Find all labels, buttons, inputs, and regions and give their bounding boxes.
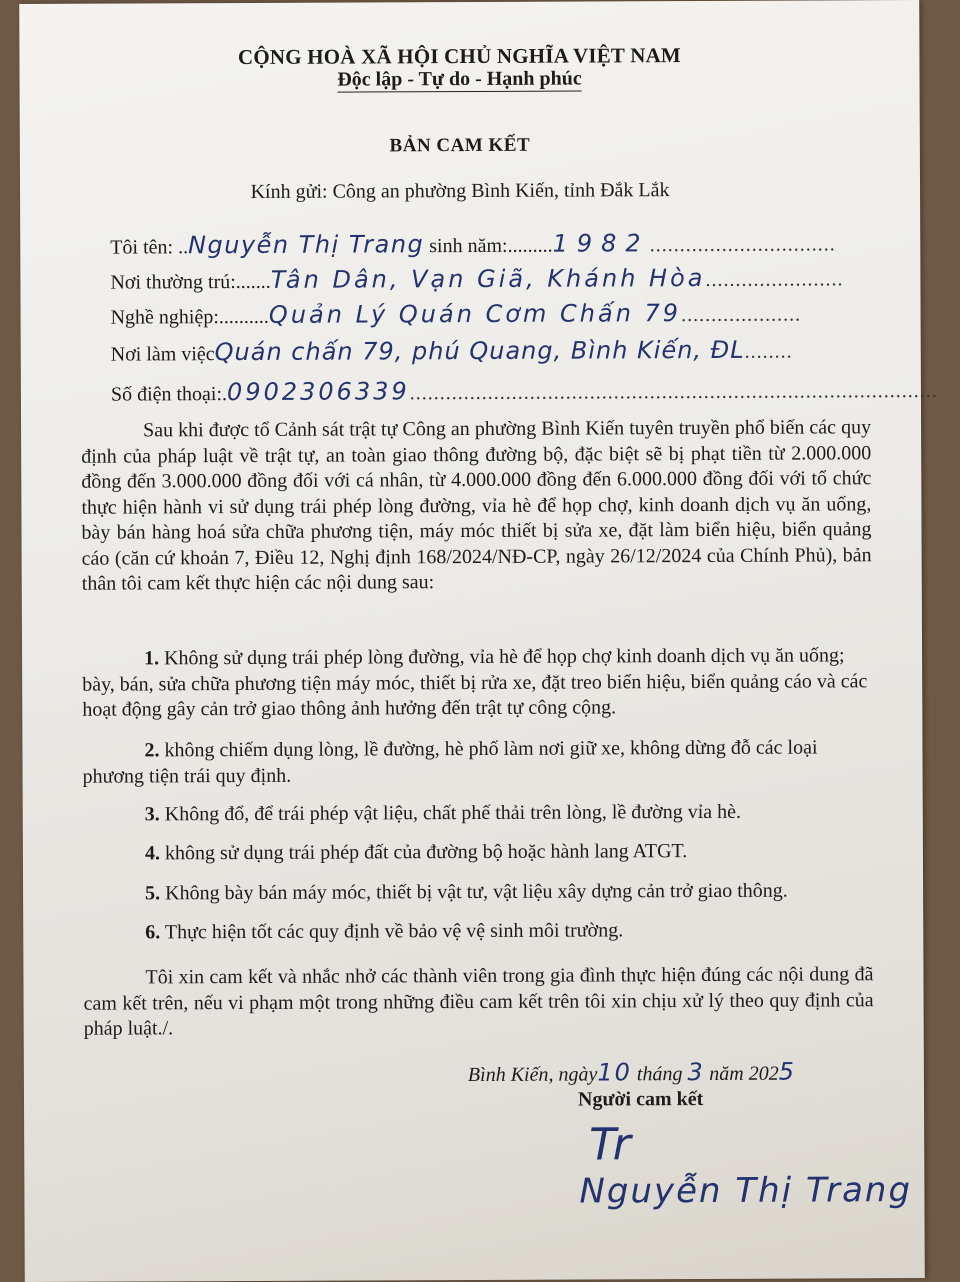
intro-paragraph-text: Sau khi được tổ Cảnh sát trật tự Công an phường Bình Kiến tuyên truyền phổ biến các quy định của pháp luật về trật tự, an toàn giao thông đường bộ, đặc biệt sẽ bị phạt tiền từ 2.000.000 đồng đến 3.000.000 đồng đối với cá nhân, từ 4.000.000 đồng đến 6.000.000 đồng đối với tổ chức thực hiện hành vi sử dụng trái phép lòng đường, vỉa hè để họp chợ, kinh doanh dịch vụ ăn uống, bày bán hàng hoá sửa chữa phương tiện, máy móc thiết bị sửa xe, đặt làm biển hiệu, biển quảng cáo (căn cứ khoản 7, Điều 12, Nghị định 168/2024/NĐ-CP, ngày 26/12/2024 của Chính Phủ), bản thân tôi cam kết thực hiện các nội dung sau: [81,416,872,595]
commitment-item-1 [82,643,872,723]
commitment-text: không sử dụng trái phép đất của đường bộ hoặc hành lang ATGT. [159,840,688,865]
job-field-row [111,299,802,330]
date-line [468,1058,796,1087]
dot-leader: ........ [744,340,793,363]
dot-leader: .................... [681,303,802,327]
date-place: Bình Kiến, ngày [467,1063,598,1087]
workplace-field-row [111,336,793,367]
workplace-value: Quán chấn 79, phú Quang, Bình Kiến, ĐL [214,335,745,367]
commitment-text: Không bày bán máy móc, thiết bị vật tư, vật liệu xây dựng cản trở giao thông. [160,879,788,905]
name-value: Nguyễn Thị Trang [187,230,425,260]
birth-year-value: 1982 [552,229,650,258]
name-field-row [110,228,836,259]
national-motto [20,66,900,93]
birth-label: sinh năm:......... [429,234,553,258]
dot-leader: ............................... [649,233,836,257]
date-month: 3 [687,1057,705,1087]
commitment-text: Không sử dụng trái phép lòng đường, vỉa hè để họp chợ kinh doanh dịch vụ ăn uống; bày, bán, sửa chữa phương tiện máy móc, thiết bị rửa xe, đặt treo biển hiệu, biển quảng cáo và các hoạt động gây cản trở giao thông ảnh hưởng đến trật tự công cộng. [82,644,868,721]
closing-paragraph-text: Tôi xin cam kết và nhắc nhở các thành viên trong gia đình thực hiện đúng các nội dung đã cam kết trên, nếu vi phạm một trong những điều cam kết trên tôi xin chịu xử lý theo quy định của pháp luật./. [83,963,874,1040]
addressee-line: Kính gửi: Công an phường Bình Kiến, tỉnh Đắk Lắk [250,179,670,203]
commitment-item-3 [83,799,873,828]
name-label: Tôi tên: .. [110,236,189,259]
document-title: BẢN CAM KẾT [389,134,531,157]
residence-field-row [110,263,843,294]
job-label: Nghề nghiệp:.......... [110,305,269,329]
document-page [19,0,938,1282]
commitment-number: 6. [145,921,161,944]
commitment-text: Không đổ, để trái phép vật liệu, chất phế thải trên lòng, lề đường vỉa hè. [159,800,742,826]
national-title: CỘNG HOÀ XÃ HỘI CHỦ NGHĨA VIỆT NAM [237,43,681,70]
motto-text: Độc lập - Tự do - Hạnh phúc [337,67,582,91]
commitment-number: 4. [144,842,160,865]
date-day: 10 [597,1058,632,1087]
year-label: năm 202 [709,1062,779,1085]
commitment-number: 5. [145,882,161,905]
phone-value: 0902306339 [226,377,410,407]
commitment-number: 2. [144,739,160,762]
job-value: Quản Lý Quán Cơm Chấn 79 [268,299,682,329]
signature-mark: Tr [589,1119,631,1171]
phone-label: Số điện thoại:. [110,383,228,406]
commitment-number: 3. [144,803,160,826]
dot-leader: ....................... [705,268,844,291]
commitment-item-4 [83,838,873,867]
commitment-number: 1. [144,647,160,670]
phone-field-row [111,375,938,407]
residence-label: Nơi thường trú:....... [110,270,271,294]
signer-label: Người cam kết [577,1087,704,1111]
year-digit: 5 [778,1057,796,1086]
month-label: tháng [636,1063,683,1086]
signature-name: Nguyễn Thị Trang [579,1170,913,1212]
closing-paragraph [83,962,873,1042]
commitment-item-5 [83,878,873,907]
workplace-label: Nơi làm việc [110,343,215,366]
intro-paragraph [81,415,872,597]
commitment-text: Thực hiện tốt các quy định về bảo vệ vệ sinh môi trường. [160,919,624,944]
commitment-item-2 [82,735,872,789]
residence-value: Tân Dân, Vạn Giã, Khánh Hòa [270,263,706,294]
dot-leader: ........................................................................................ [409,379,938,405]
commitment-item-6 [83,917,873,946]
commitment-text: không chiếm dụng lòng, lề đường, hè phố làm nơi giữ xe, không dừng đỗ các loại phương tiện trái quy định. [82,736,818,788]
